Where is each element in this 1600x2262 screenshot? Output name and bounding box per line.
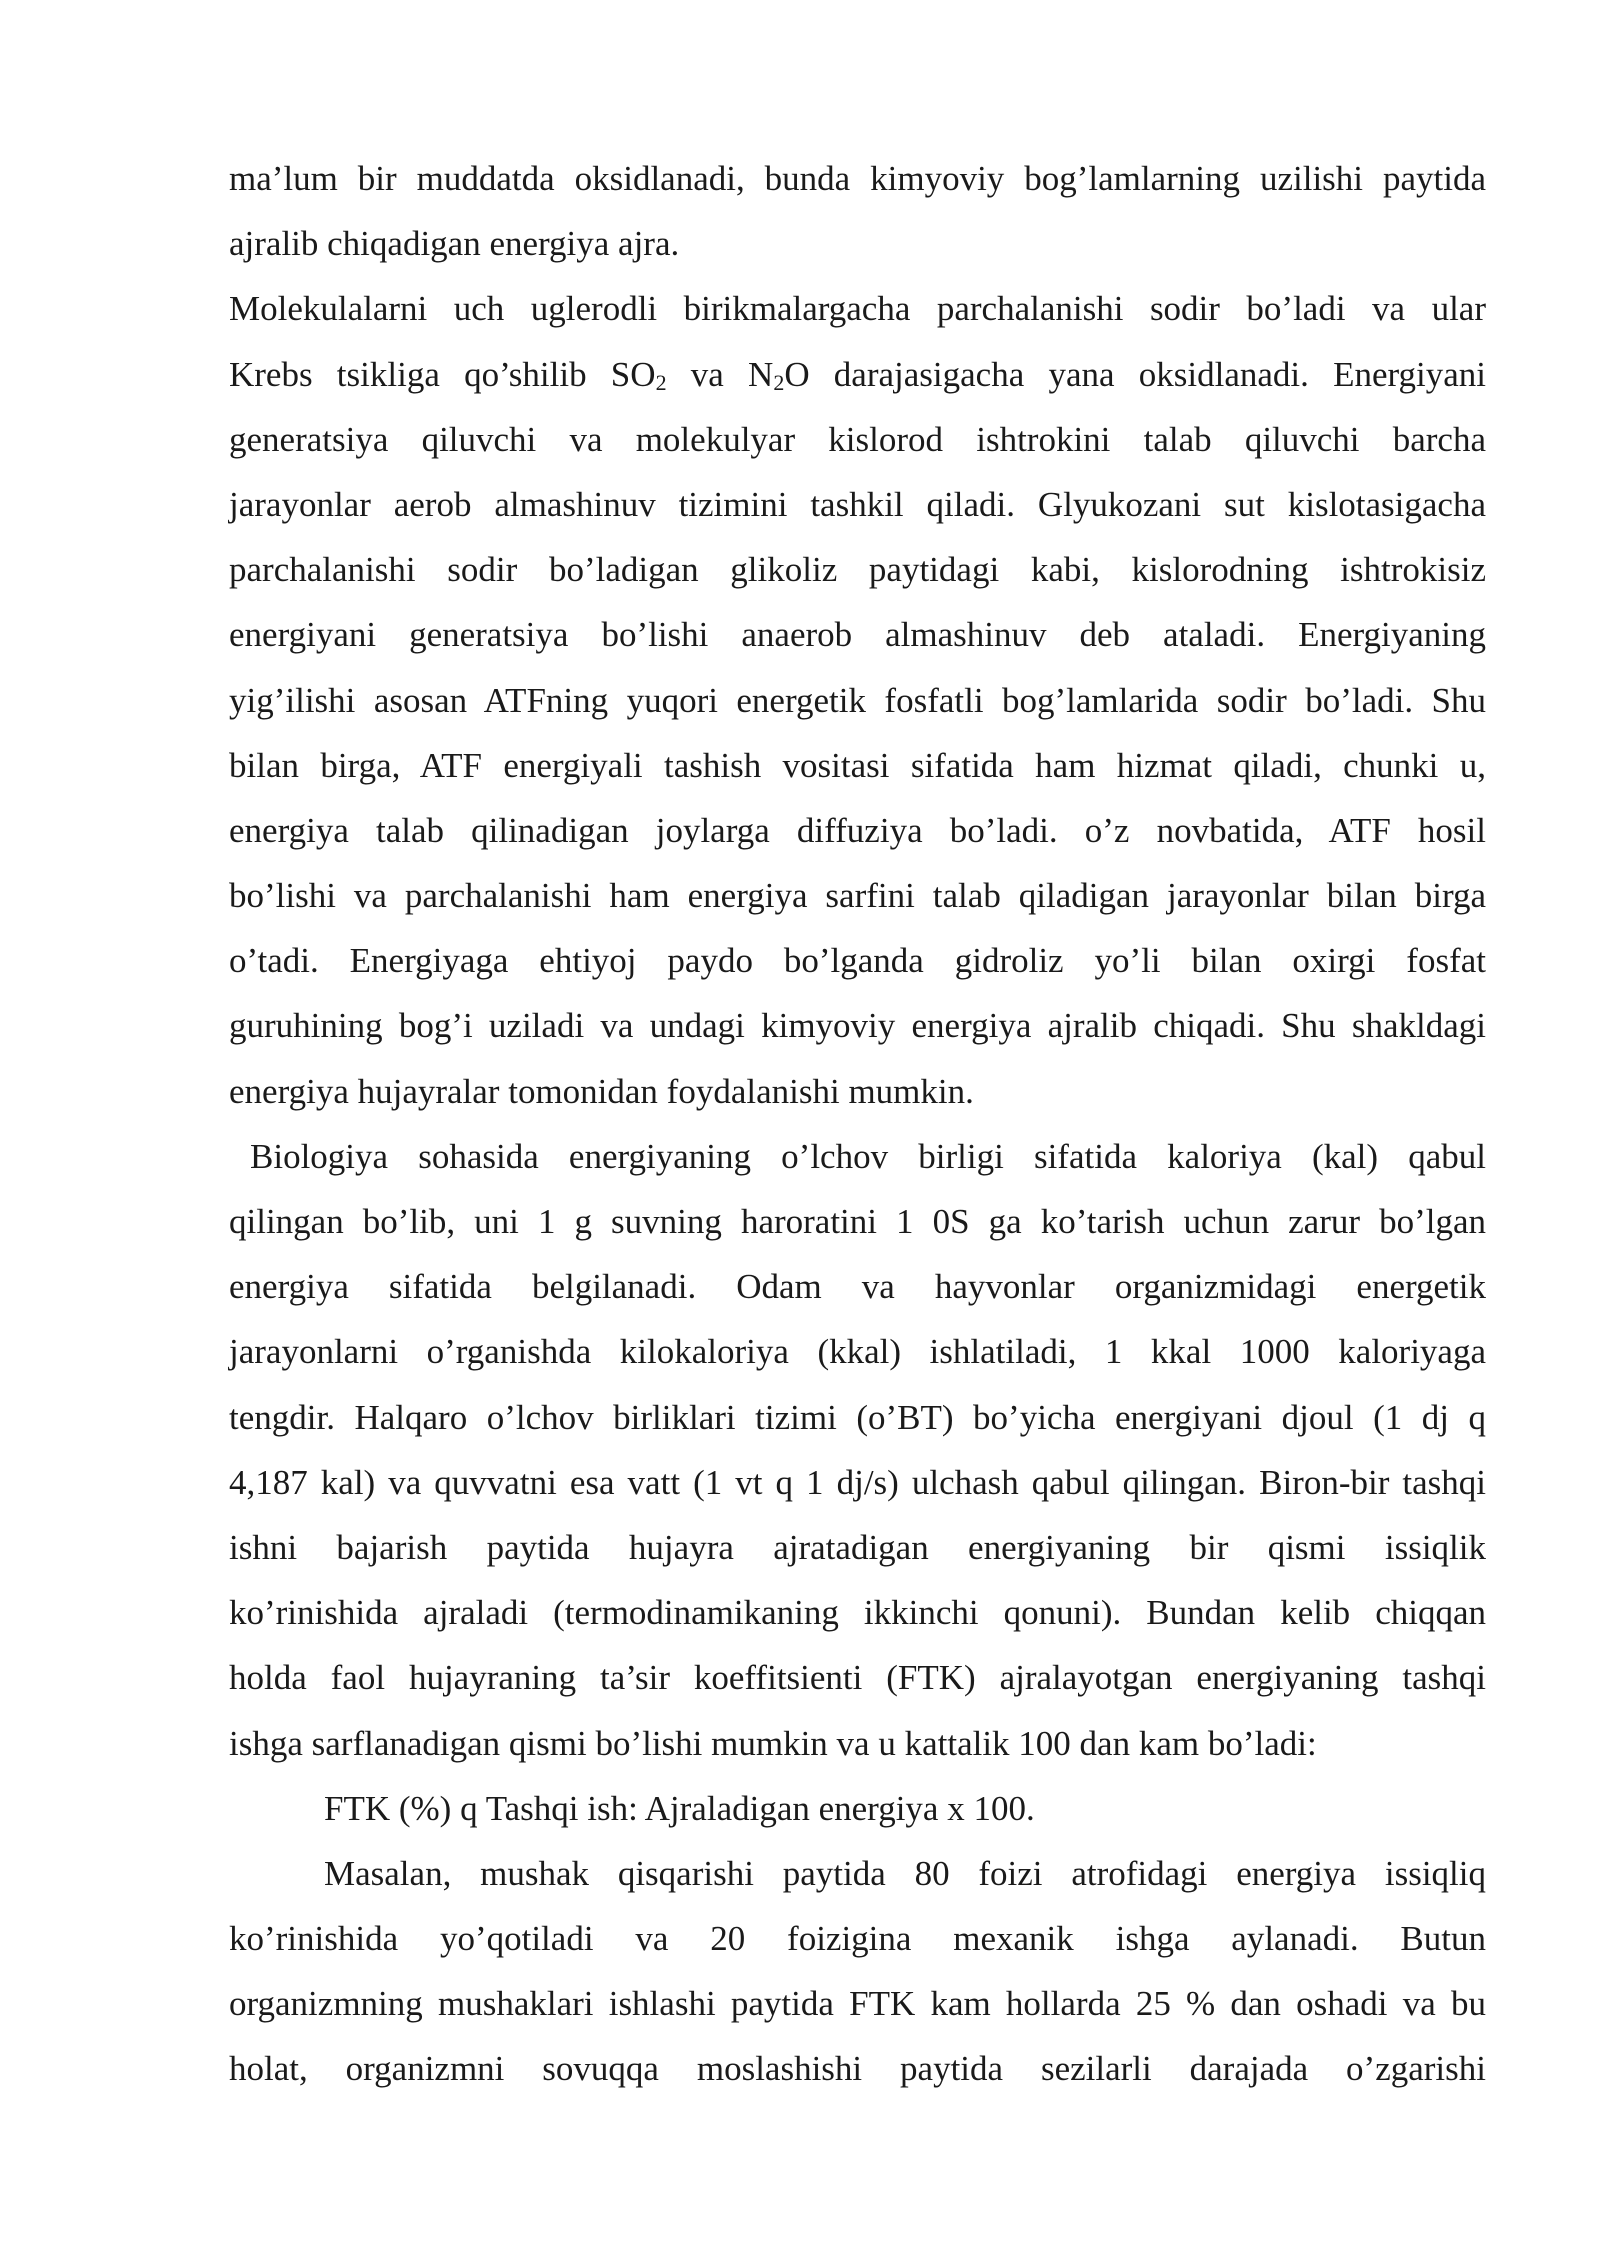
text-line: tengdir. Halqaro o’lchov birliklari tizimi (o’BT) bo’yicha energiyani djoul (1 dj q xyxy=(229,1397,1486,1437)
text-line: ko’rinishida ajraladi (termodinamikaning ikkinchi qonuni). Bundan kelib chiqqan xyxy=(229,1593,1486,1633)
text-line: holat, organizmni sovuqqa moslashishi paytida sezilarli darajada o’zgarishi xyxy=(229,2049,1486,2089)
text-line: o’tadi. Energiyaga ehtiyoj paydo bo’lganda gidroliz yo’li bilan oxirgi fosfat xyxy=(229,941,1486,981)
subscript: 2 xyxy=(773,369,785,395)
text-line: bilan birga, ATF energiyali tashish vositasi sifatida ham hizmat qiladi, chunki u, xyxy=(229,745,1486,785)
text-line: organizmning mushaklari ishlashi paytida FTK kam hollarda 25 % dan oshadi va bu xyxy=(229,1984,1486,2024)
text-line: bo’lishi va parchalanishi ham energiya sarfini talab qiladigan jarayonlar bilan birga xyxy=(229,876,1486,916)
text-line: ko’rinishida yo’qotiladi va 20 foizigina mexanik ishga aylanadi. Butun xyxy=(229,1919,1486,1959)
text-line: yig’ilishi asosan ATFning yuqori energetik fosfatli bog’lamlarida sodir bo’ladi. Shu xyxy=(229,680,1486,720)
text-line: ma’lum bir muddatda oksidlanadi, bunda kimyoviy bog’lamlarning uzilishi paytida xyxy=(229,159,1486,198)
text-line-with-formulas xyxy=(229,342,1486,407)
text-line: energiya talab qilinadigan joylarga diffuziya bo’ladi. o’z novbatida, ATF hosil xyxy=(229,810,1486,850)
text-line: qilingan bo’lib, uni 1 g suvning haroratini 1 0S ga ko’tarish uchun zarur bo’lgan xyxy=(229,1202,1486,1241)
text-line: 4,187 kal) va quvvatni esa vatt (1 vt q 1 dj/s) ulchash qabul qilingan. Biron-bir tashqi xyxy=(229,1462,1486,1502)
text-line: parchalanishi sodir bo’ladigan glikoliz paytidagi kabi, kislorodning ishtrokisiz xyxy=(229,550,1486,590)
text-line: Masalan, mushak qisqarishi paytida 80 foizi atrofidagi energiya issiqliq xyxy=(324,1853,1486,1893)
text-line: guruhining bog’i uziladi va undagi kimyoviy energiya ajralib chiqadi. Shu shakldagi xyxy=(229,1006,1486,1046)
text-line: holda faol hujayraning ta’sir koeffitsienti (FTK) ajralayotgan energiyaning tashqi xyxy=(229,1658,1486,1698)
text-line: ishga sarflanadigan qismi bo’lishi mumkin va u kattalik 100 dan kam bo’ladi: xyxy=(229,1723,1317,1763)
text-line: ishni bajarish paytida hujayra ajratadigan energiyaning bir qismi issiqlik xyxy=(229,1527,1486,1567)
text-segment: Krebs tsikliga qo’shilib SO xyxy=(229,354,656,394)
text-segment: O darajasigacha yana oksidlanadi. Energiyani xyxy=(784,354,1486,394)
text-line: jarayonlarni o’rganishda kilokaloriya (kkal) ishlatiladi, 1 kkal 1000 kaloriyaga xyxy=(229,1332,1486,1372)
formula-line: FTK (%) q Tashqi ish: Ajraladigan energiya x 100. xyxy=(324,1788,1035,1828)
text-line: ajralib chiqadigan energiya ajra. xyxy=(229,224,680,264)
subscript: 2 xyxy=(655,369,667,395)
text-line: energiya hujayralar tomonidan foydalanishi mumkin. xyxy=(229,1071,974,1111)
text-line: jarayonlar aerob almashinuv tizimini tashkil qiladi. Glyukozani sut kislotasigacha xyxy=(229,484,1486,524)
text-line: Biologiya sohasida energiyaning o’lchov birligi sifatida kaloriya (kal) qabul xyxy=(250,1136,1486,1176)
document-body xyxy=(229,146,1486,2102)
text-line: energiyani generatsiya bo’lishi anaerob almashinuv deb ataladi. Energiyaning xyxy=(229,615,1486,655)
text-line: Molekulalarni uch uglerodli birikmalargacha parchalanishi sodir bo’ladi va ular xyxy=(229,289,1486,329)
text-line: generatsiya qiluvchi va molekulyar kislorod ishtrokini talab qiluvchi barcha xyxy=(229,419,1486,459)
text-segment: va N xyxy=(666,354,774,394)
text-line: energiya sifatida belgilanadi. Odam va hayvonlar organizmidagi energetik xyxy=(229,1267,1486,1307)
